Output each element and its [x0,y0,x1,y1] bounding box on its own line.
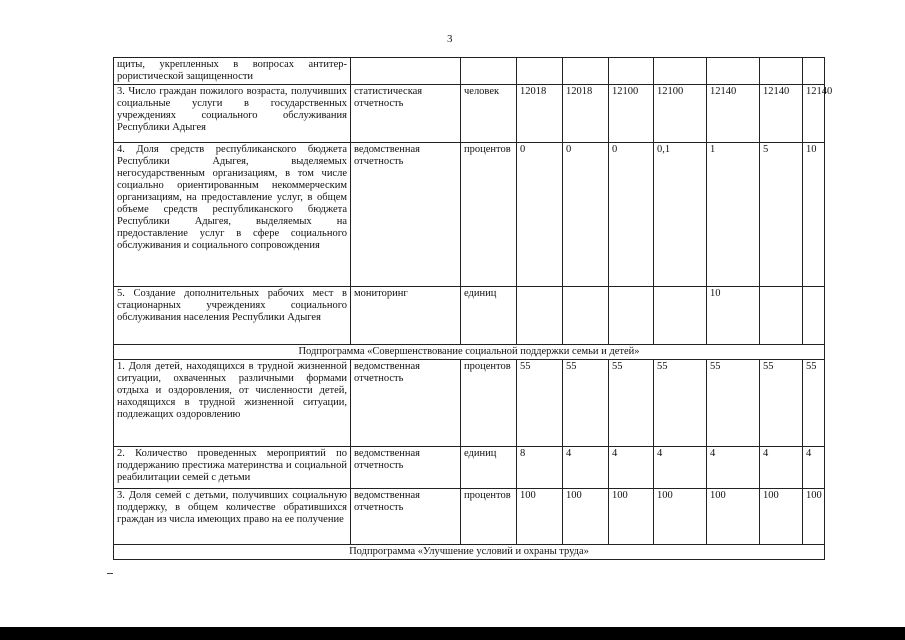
value-cell: 100 [760,489,803,545]
data-source [351,58,461,85]
value-cell: 0 [563,143,609,287]
data-source: ведомственная отчетность [351,489,461,545]
value-cell: 4 [609,447,654,489]
table-row [114,287,825,345]
value-cell: 4 [803,447,825,489]
indicator-name: 4. Доля средств республиканского бюджета Республики Адыгея, выделяемых негосударственным организациям, в том числе социально ориентированным некоммерческим организациям, на предоставление услуг, в общем объеме средств республиканского бюджета Республики Адыгея, выделяемых на предоставление услуг в сфере социального обслуживания и социального сопровождения [114,143,351,287]
value-cell: 10 [803,143,825,287]
value-cell: 100 [517,489,563,545]
value-cell [609,287,654,345]
unit [461,58,517,85]
indicator-name: 3. Число граждан пожилого возраста, получивших социальные услуги в государственных учреждениях социального обслуживания Республики Адыгея [114,85,351,143]
table-body [114,58,833,560]
value-cell: 55 [760,360,803,447]
value-cell: 12140 [707,85,760,143]
value-cell: 12140 [760,85,803,143]
value-cell [563,287,609,345]
value-cell: 1 [707,143,760,287]
value-cell: 0 [609,143,654,287]
value-cell: 12100 [654,85,707,143]
table-row [114,85,825,143]
page-number: 3 [447,33,453,45]
value-cell: 4 [563,447,609,489]
indicator-name: 2. Количество проведенных мероприятий по поддержанию престижа материнства и социальной реабилитации семей с детьми [114,447,351,489]
value-cell: 4 [707,447,760,489]
table-row [114,489,825,545]
value-cell: 55 [707,360,760,447]
value-cell: 12100 [609,85,654,143]
data-source: ведомственная отчетность [351,447,461,489]
indicators-table [113,57,833,560]
unit: процентов [461,360,517,447]
value-cell: 4 [760,447,803,489]
table-row [114,447,825,489]
section-row [114,545,825,560]
subprogram-title: Подпрограмма «Улучшение условий и охраны труда» [114,545,825,560]
value-cell: 12140 [803,85,825,143]
unit: единиц [461,447,517,489]
value-cell [760,287,803,345]
data-source: статистическая отчетность [351,85,461,143]
value-cell [563,58,609,85]
data-source: ведомственная отчетность [351,143,461,287]
value-cell [517,58,563,85]
subprogram-title: Подпрограмма «Совершенствование социальной поддержки семьи и детей» [114,345,825,360]
value-cell: 10 [707,287,760,345]
value-cell: 12018 [517,85,563,143]
value-cell: 100 [563,489,609,545]
value-cell [707,58,760,85]
value-cell: 100 [654,489,707,545]
value-cell [517,287,563,345]
margin-mark [107,573,113,574]
value-cell: 100 [803,489,825,545]
section-row [114,345,825,360]
value-cell: 55 [654,360,707,447]
value-cell [654,58,707,85]
value-cell: 55 [803,360,825,447]
table-row [114,360,825,447]
value-cell: 0 [517,143,563,287]
value-cell: 0,1 [654,143,707,287]
value-cell [803,287,825,345]
value-cell: 55 [563,360,609,447]
table-row [114,143,825,287]
value-cell: 8 [517,447,563,489]
indicator-name: 1. Доля детей, находящихся в трудной жизненной ситуации, охваченных различными формами отдыха и оздоровления, от численности детей, находящихся в трудной жизненной ситуации, подлежащих оздоровлению [114,360,351,447]
unit: человек [461,85,517,143]
unit: процентов [461,143,517,287]
unit: единиц [461,287,517,345]
indicator-name: щиты, укрепленных в вопросах антитеррористической защищенности [114,58,351,85]
unit: процентов [461,489,517,545]
value-cell: 5 [760,143,803,287]
value-cell [760,58,803,85]
value-cell: 100 [609,489,654,545]
value-cell: 55 [609,360,654,447]
data-source: ведомственная отчетность [351,360,461,447]
value-cell: 4 [654,447,707,489]
data-source: мониторинг [351,287,461,345]
value-cell: 12018 [563,85,609,143]
value-cell: 55 [517,360,563,447]
value-cell [654,287,707,345]
value-cell [609,58,654,85]
value-cell: 100 [707,489,760,545]
value-cell [803,58,825,85]
indicator-name: 5. Создание дополнительных рабочих мест в стационарных учреждениях социального обслуживания населения Республики Адыгея [114,287,351,345]
scan-edge-bar [0,627,905,640]
indicator-name: 3. Доля семей с детьми, получивших социальную поддержку, в общем количестве обратившихся граждан из числа имеющих право на ее получение [114,489,351,545]
table-row [114,58,825,85]
